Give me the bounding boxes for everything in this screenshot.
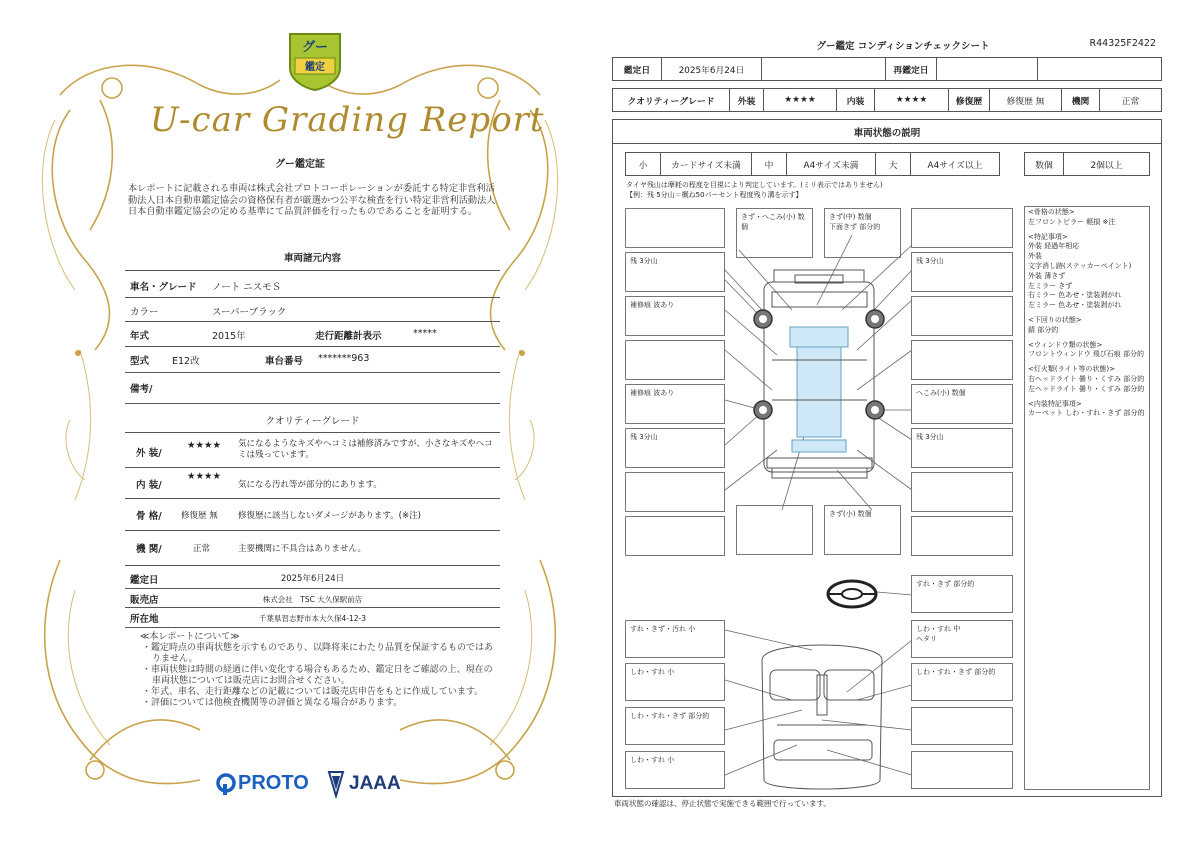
annotation-box: しわ・すれ・きず 部分的	[625, 707, 725, 745]
interior-stars: ★★★★	[187, 471, 222, 482]
annotation-box: すれ・きず 部分的	[911, 575, 1013, 613]
note-item: ・評価については他検査機関等の評価と異なる場合があります。	[142, 698, 403, 708]
annotation-box: 残 3分山	[625, 252, 725, 292]
report-notes	[140, 632, 500, 709]
chassis-label: 車台番号	[265, 356, 304, 367]
sheet-id: R44325F2422	[1089, 38, 1156, 49]
divider	[125, 565, 500, 566]
annotation-box: きず(小) 数個	[824, 505, 901, 555]
annotation-box	[911, 516, 1013, 556]
annotation-box: きず・へこみ(小) 数個	[736, 208, 813, 258]
annotation-box: きず(中) 数個 下面きず 部分的	[824, 208, 901, 258]
divider	[125, 588, 500, 589]
proto-brand: PROTO	[238, 772, 309, 794]
sheet-footer: 車両状態の確認は、停止状態で実施できる範囲で行っています。	[614, 799, 831, 808]
int-label: 内装	[836, 88, 875, 112]
model-label: 型式	[130, 356, 150, 367]
annotation-box	[911, 340, 1013, 380]
interior-label: 内 装/	[136, 480, 162, 491]
note-line: 左ミラー きず	[1028, 281, 1073, 290]
divider	[125, 627, 500, 628]
annotation-box: 残 3分山	[911, 252, 1013, 292]
annotation-box: 残 3分山	[625, 428, 725, 468]
divider	[125, 467, 500, 468]
divider	[125, 498, 500, 499]
jaaa-brand: JAAA	[349, 773, 401, 794]
annotation-box	[625, 472, 725, 512]
count-label: 数個	[1024, 152, 1064, 176]
notes-heading: <下回りの状態>	[1028, 315, 1082, 324]
repair-label: 修復歴	[948, 88, 990, 112]
remarks-label: 備考/	[130, 384, 153, 395]
year-value: 2015年	[212, 331, 246, 342]
int-stars: ★★★★	[874, 88, 949, 112]
note-item: ・鑑定時点の車両状態を示すものであり、以降将来にわたり品質を保証するものではありません。	[142, 643, 494, 664]
address-value: 千葉県習志野市本大久保4-12-3	[259, 614, 366, 623]
steering-wheel-icon	[828, 581, 876, 607]
date-value: 2025年6月24日	[661, 57, 762, 81]
annotation-box	[911, 472, 1013, 512]
divider	[125, 297, 500, 298]
annotation-box	[625, 340, 725, 380]
odometer-value: *****	[413, 328, 437, 339]
note-line: 錆 部分的	[1028, 325, 1059, 334]
notes-heading: <特記事項>	[1028, 232, 1068, 241]
car-name-label: 車名・グレード	[130, 282, 197, 293]
note-line: 左フロントピラー 軽損 ※注	[1028, 217, 1116, 226]
size-small: 小	[625, 152, 661, 176]
reinspect-blank	[1037, 57, 1162, 81]
divider	[125, 372, 500, 373]
proto-logo-icon	[216, 772, 236, 796]
note-line: 外装	[1028, 252, 1042, 261]
size-mid: 中	[751, 152, 787, 176]
divider	[125, 607, 500, 608]
note-line: 右ミラー 色あせ・塗装剥がれ	[1028, 291, 1122, 300]
annotation-box	[625, 516, 725, 556]
size-large: 大	[875, 152, 911, 176]
exterior-description: 気になるようなキズやヘコミは補修済みですが、小さなキズやヘコミは残っています。	[238, 439, 493, 460]
annotation-box: 補修痕 波あり	[625, 296, 725, 336]
note-item: ・年式、車名、走行距離などの記載については販売店申告をもとに作成しています。	[142, 687, 484, 697]
sheet-title: グー鑑定 コンディションチェックシート	[816, 41, 990, 52]
size-large-desc: A4サイズ以上	[910, 152, 1000, 176]
chassis-value: *******963	[318, 353, 370, 364]
divider	[125, 270, 500, 271]
notes-heading: <ウィンドウ類の状態>	[1028, 340, 1103, 349]
divider	[125, 530, 500, 531]
annotation-box: しわ・すれ・きず 部分的	[911, 663, 1013, 701]
notes-heading: <灯火類(ライト等の状態)>	[1028, 365, 1115, 374]
repair-value: 修復歴 無	[989, 88, 1062, 112]
car-name-value: ノート ニスモＳ	[212, 282, 282, 293]
reinspect-label: 再鑑定日	[885, 57, 937, 81]
annotation-box	[911, 208, 1013, 248]
engine-label: 機 関/	[136, 544, 162, 555]
model-value: E12改	[172, 356, 200, 367]
tire-note: タイヤ残山は摩耗の程度を目視により判定しています。(ミリ表示ではありません)	[626, 181, 883, 189]
condition-title: 車両状態の説明	[612, 119, 1162, 144]
reinspect-value	[936, 57, 1038, 81]
car-interior-view	[762, 645, 882, 789]
date-value: 2025年6月24日	[280, 574, 345, 584]
annotation-box	[911, 751, 1013, 789]
annotation-box: すれ・きず・汚れ 小	[625, 620, 725, 658]
annotation-box: 補修痕 波あり	[625, 384, 725, 424]
annotation-box	[736, 505, 813, 555]
note-line: 文字消し跡(ステッカーペイント)	[1028, 261, 1132, 270]
logo-text-bottom: 鑑定	[305, 62, 325, 73]
frame-label: 骨 格/	[136, 511, 162, 522]
notes-title: ≪本レポートについて≫	[140, 632, 240, 642]
notes-heading: <内装特記事項>	[1028, 399, 1082, 408]
note-line: 外装 経過年相応	[1028, 242, 1080, 251]
color-value: スーパーブラック	[212, 307, 287, 318]
date-label: 鑑定日	[612, 57, 662, 81]
size-mid-desc: A4サイズ未満	[786, 152, 876, 176]
note-item: ・車両状態は時間の経過に伴い変化する場合もあるため、鑑定日をご確認の上、現在の車両状態については販売店にお問合せください。	[142, 665, 493, 686]
frame-description: 修復歴に該当しないダメージがあります。(※注)	[238, 511, 421, 521]
engine-value: 正常	[193, 544, 211, 554]
store-value: 株式会社 TSC 大久保駅前店	[262, 595, 363, 604]
grade-label: クオリティーグレード	[612, 88, 730, 112]
color-label: カラー	[130, 307, 159, 318]
note-line: 外装 薄きず	[1028, 271, 1066, 280]
count-desc: 2個以上	[1063, 152, 1150, 176]
specs-title: 車両諸元内容	[283, 253, 341, 264]
exterior-stars: ★★★★	[187, 440, 222, 451]
logo-text-top: グー	[301, 40, 328, 55]
annotation-box: へこみ(小) 数個	[911, 384, 1013, 424]
engine-label: 機関	[1061, 88, 1100, 112]
engine-value: 正常	[1099, 88, 1162, 112]
odometer-label: 走行距離計表示	[315, 331, 382, 342]
grade-title: クオリティーグレード	[265, 416, 360, 427]
date-label: 鑑定日	[130, 575, 159, 586]
note-line: 右ヘッドライト 曇り・くすみ 部分的	[1028, 374, 1145, 383]
annotation-box: しわ・すれ 中 ヘタリ	[911, 620, 1013, 658]
frame-value: 修復歴 無	[181, 511, 218, 521]
ext-label: 外装	[729, 88, 764, 112]
store-label: 販売店	[130, 595, 159, 606]
interior-description: 気になる汚れ等が部分的にあります。	[238, 480, 382, 490]
jaaa-logo-icon	[326, 770, 346, 798]
note-line: フロントウィンドウ 飛び石痕 部分的	[1028, 350, 1145, 359]
note-line: 左ミラー 色あせ・塗装剥がれ	[1028, 301, 1122, 310]
notes-heading: <骨格の状態>	[1028, 208, 1075, 216]
certificate-intro: 本レポートに記載される車両は株式会社プロトコーポレーションが委託する特定非営利活動法人日本自動車鑑定協会の資格保有者が厳選かつ公平な検査を行い特定非営利活動法人日本自動車鑑定協会の定める基準にて品質評価を行ったものであることを証明する。	[128, 183, 496, 218]
year-label: 年式	[130, 331, 150, 342]
address-label: 所在地	[130, 614, 159, 625]
annotation-box	[911, 296, 1013, 336]
note-line: カーペット しわ・すれ・きず 部分的	[1028, 409, 1145, 418]
annotation-box: 残 3分山	[911, 428, 1013, 468]
exterior-label: 外 装/	[136, 448, 162, 459]
annotation-box: しわ・すれ 小	[625, 663, 725, 701]
annotation-box: しわ・すれ 小	[625, 751, 725, 789]
annotation-box	[911, 707, 1013, 745]
divider	[125, 432, 500, 433]
special-notes	[1028, 208, 1154, 419]
engine-description: 主要機関に不具合はありません。	[238, 544, 367, 554]
date-blank	[761, 57, 886, 81]
tire-example: 【例：残 5分山＝概ね50パーセント程度残り溝を示す】	[626, 191, 803, 199]
size-small-desc: カードサイズ未満	[660, 152, 752, 176]
note-line: 左ヘッドライト 曇り・くすみ 部分的	[1028, 384, 1145, 393]
annotation-box	[625, 208, 725, 248]
certificate-heading: グー鑑定証	[275, 159, 325, 170]
script-title: U-car Grading Report	[150, 100, 545, 140]
ext-stars: ★★★★	[763, 88, 837, 112]
divider	[125, 403, 500, 404]
divider	[125, 346, 500, 347]
divider	[125, 321, 500, 322]
